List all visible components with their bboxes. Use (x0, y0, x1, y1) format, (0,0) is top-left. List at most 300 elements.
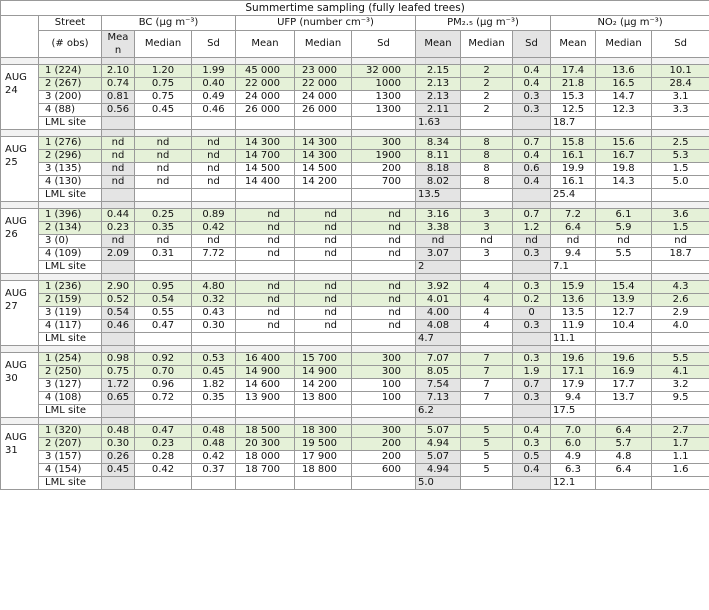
value-cell: 3.92 (416, 281, 461, 294)
value-cell: 14 900 (236, 366, 295, 379)
value-cell: 3.2 (652, 379, 709, 392)
value-cell: 14 300 (295, 137, 352, 150)
value-cell: 0.4 (513, 65, 551, 78)
spacer-cell (295, 418, 352, 425)
spacer-cell (192, 274, 236, 281)
street-cell: 3 (200) (39, 91, 102, 104)
value-cell: 14 200 (295, 379, 352, 392)
value-cell: 10.4 (596, 320, 652, 333)
value-cell: 0.74 (102, 78, 135, 91)
date-cell (1, 425, 39, 490)
spacer-cell (652, 130, 709, 137)
value-cell: 0.96 (135, 379, 192, 392)
value-cell: 8.18 (416, 163, 461, 176)
lml-no2-value: 11.1 (551, 333, 596, 346)
value-cell: 13.6 (551, 294, 596, 307)
empty-cell (102, 477, 135, 490)
spacer-cell (461, 418, 513, 425)
spacer-cell (102, 418, 135, 425)
value-cell: 0.37 (192, 464, 236, 477)
value-cell: nd (102, 150, 135, 163)
value-cell: 0.3 (513, 248, 551, 261)
lml-site-row (1, 405, 709, 418)
value-cell: 24 000 (295, 91, 352, 104)
lml-site-row (1, 333, 709, 346)
street-cell: 3 (127) (39, 379, 102, 392)
spacer-cell (39, 274, 102, 281)
spacer-cell (513, 346, 551, 353)
spacer-cell (652, 202, 709, 209)
spacer-cell (135, 274, 192, 281)
value-cell: 300 (352, 353, 416, 366)
value-cell: 1900 (352, 150, 416, 163)
empty-cell (352, 261, 416, 274)
value-cell: 3 (461, 209, 513, 222)
empty-cell (135, 477, 192, 490)
spacer-cell (236, 274, 295, 281)
value-cell: 0.43 (192, 307, 236, 320)
value-cell: nd (135, 163, 192, 176)
value-cell: 0.46 (102, 320, 135, 333)
empty-cell (461, 333, 513, 346)
street-header: Street (39, 16, 102, 31)
table-row (1, 163, 709, 176)
value-cell: 16 400 (236, 353, 295, 366)
pm25-mean-header: Mean (416, 31, 461, 58)
value-cell: nd (596, 235, 652, 248)
street-cell: 2 (250) (39, 366, 102, 379)
value-cell: 15.9 (551, 281, 596, 294)
date-day: 25 (5, 157, 18, 168)
value-cell: nd (236, 294, 295, 307)
table-row (1, 451, 709, 464)
value-cell: 0.56 (102, 104, 135, 117)
date-day: 30 (5, 373, 18, 384)
date-cell (1, 353, 39, 418)
value-cell: 0.4 (513, 425, 551, 438)
value-cell: 18.7 (652, 248, 709, 261)
value-cell: 0.3 (513, 353, 551, 366)
value-cell: 10.1 (652, 65, 709, 78)
street-cell: 4 (108) (39, 392, 102, 405)
value-cell: 8.11 (416, 150, 461, 163)
ufp-header: UFP (number cm⁻³) (236, 16, 416, 31)
value-cell: nd (513, 235, 551, 248)
corner-cell (1, 16, 39, 58)
value-cell: 19.8 (596, 163, 652, 176)
value-cell: 3.1 (652, 91, 709, 104)
bc-median-header: Median (135, 31, 192, 58)
empty-cell (102, 333, 135, 346)
lml-site-label: LML site (39, 405, 102, 418)
value-cell: 0.98 (102, 353, 135, 366)
value-cell: 0.7 (513, 137, 551, 150)
spacer-cell (1, 58, 39, 65)
empty-cell (192, 477, 236, 490)
value-cell: 8.34 (416, 137, 461, 150)
bc-header: BC (µg m⁻³) (102, 16, 236, 31)
value-cell: 100 (352, 379, 416, 392)
empty-cell (652, 477, 709, 490)
value-cell: 19 500 (295, 438, 352, 451)
value-cell: 0.75 (135, 91, 192, 104)
value-cell: 3.3 (652, 104, 709, 117)
value-cell: 0.35 (192, 392, 236, 405)
spacer-cell (236, 130, 295, 137)
empty-cell (461, 117, 513, 130)
table-title: Summertime sampling (fully leafed trees) (1, 1, 709, 16)
spacer-cell (596, 202, 652, 209)
street-cell: 1 (320) (39, 425, 102, 438)
spacer-cell (39, 346, 102, 353)
value-cell: 1000 (352, 78, 416, 91)
lml-site-label: LML site (39, 333, 102, 346)
lml-site-row (1, 117, 709, 130)
lml-pm25-value: 6.2 (416, 405, 461, 418)
date-day: 26 (5, 229, 18, 240)
value-cell: nd (551, 235, 596, 248)
spacer-cell (135, 130, 192, 137)
date-month: AUG (5, 72, 27, 83)
value-cell: 16.1 (551, 176, 596, 189)
value-cell: 17.4 (551, 65, 596, 78)
value-cell: 5 (461, 425, 513, 438)
value-cell: nd (352, 320, 416, 333)
empty-cell (102, 261, 135, 274)
value-cell: 7 (461, 379, 513, 392)
no2-median-header: Median (596, 31, 652, 58)
value-cell: 0.4 (513, 176, 551, 189)
table-row (1, 353, 709, 366)
value-cell: 15.6 (596, 137, 652, 150)
value-cell: 6.3 (551, 464, 596, 477)
value-cell: 14 900 (295, 366, 352, 379)
spacer-cell (39, 202, 102, 209)
spacer-cell (352, 346, 416, 353)
value-cell: 7.54 (416, 379, 461, 392)
value-cell: 0.3 (513, 392, 551, 405)
value-cell: 16.1 (551, 150, 596, 163)
value-cell: 0.3 (513, 91, 551, 104)
spacer-cell (1, 130, 39, 137)
value-cell: 7.07 (416, 353, 461, 366)
no2-header: NO₂ (µg m⁻³) (551, 16, 709, 31)
street-cell: 2 (134) (39, 222, 102, 235)
date-day: 27 (5, 301, 18, 312)
value-cell: 1.9 (513, 366, 551, 379)
obs-header: (# obs) (39, 31, 102, 58)
spacer-cell (192, 418, 236, 425)
ufp-median-header: Median (295, 31, 352, 58)
value-cell: 2.13 (416, 78, 461, 91)
value-cell: 2.5 (652, 137, 709, 150)
spacer-cell (596, 58, 652, 65)
lml-no2-value: 17.5 (551, 405, 596, 418)
value-cell: 0.3 (513, 104, 551, 117)
table-row (1, 320, 709, 333)
empty-cell (192, 333, 236, 346)
empty-cell (461, 189, 513, 202)
value-cell: 0.2 (513, 294, 551, 307)
value-cell: 0 (513, 307, 551, 320)
value-cell: 4.08 (416, 320, 461, 333)
value-cell: 6.0 (551, 438, 596, 451)
value-cell: nd (352, 281, 416, 294)
value-cell: nd (352, 209, 416, 222)
empty-cell (596, 261, 652, 274)
value-cell: 4.1 (652, 366, 709, 379)
street-cell: 1 (236) (39, 281, 102, 294)
value-cell: nd (352, 307, 416, 320)
street-cell: 2 (159) (39, 294, 102, 307)
value-cell: 300 (352, 137, 416, 150)
spacer-cell (461, 202, 513, 209)
value-cell: 0.95 (135, 281, 192, 294)
street-cell: 3 (157) (39, 451, 102, 464)
value-cell: 8 (461, 163, 513, 176)
value-cell: 8 (461, 150, 513, 163)
table-row (1, 438, 709, 451)
empty-cell (192, 405, 236, 418)
table-row (1, 248, 709, 261)
lml-site-label: LML site (39, 189, 102, 202)
value-cell: 12.5 (551, 104, 596, 117)
value-cell: 5.3 (652, 150, 709, 163)
spacer-cell (551, 202, 596, 209)
spacer-cell (192, 346, 236, 353)
table-row (1, 104, 709, 117)
value-cell: 0.89 (192, 209, 236, 222)
empty-cell (236, 117, 295, 130)
empty-cell (352, 477, 416, 490)
empty-cell (102, 189, 135, 202)
value-cell: 100 (352, 392, 416, 405)
value-cell: 0.7 (513, 209, 551, 222)
value-cell: nd (102, 176, 135, 189)
value-cell: nd (236, 222, 295, 235)
value-cell: 18 800 (295, 464, 352, 477)
value-cell: 26 000 (295, 104, 352, 117)
value-cell: 18 700 (236, 464, 295, 477)
spacer-cell (652, 274, 709, 281)
value-cell: nd (135, 235, 192, 248)
empty-cell (513, 477, 551, 490)
value-cell: 0.28 (135, 451, 192, 464)
value-cell: nd (236, 248, 295, 261)
value-cell: 7.2 (551, 209, 596, 222)
lml-no2-value: 25.4 (551, 189, 596, 202)
value-cell: 5.7 (596, 438, 652, 451)
value-cell: 5 (461, 464, 513, 477)
value-cell: 13.5 (551, 307, 596, 320)
street-cell: 2 (207) (39, 438, 102, 451)
value-cell: nd (236, 281, 295, 294)
empty-cell (352, 333, 416, 346)
value-cell: 0.75 (135, 78, 192, 91)
value-cell: nd (352, 235, 416, 248)
spacer-cell (352, 418, 416, 425)
no2-sd-header: Sd (652, 31, 709, 58)
value-cell: 19.6 (551, 353, 596, 366)
value-cell: 9.4 (551, 248, 596, 261)
empty-cell (596, 117, 652, 130)
empty-cell (295, 189, 352, 202)
value-cell: 7 (461, 353, 513, 366)
value-cell: 14 700 (236, 150, 295, 163)
value-cell: nd (295, 281, 352, 294)
value-cell: 0.6 (513, 163, 551, 176)
value-cell: nd (236, 320, 295, 333)
value-cell: 15 700 (295, 353, 352, 366)
value-cell: 0.47 (135, 320, 192, 333)
value-cell: nd (295, 294, 352, 307)
value-cell: 0.26 (102, 451, 135, 464)
spacer-cell (513, 130, 551, 137)
spacer-cell (295, 130, 352, 137)
value-cell: 26 000 (236, 104, 295, 117)
spacer-cell (551, 274, 596, 281)
spacer-cell (135, 202, 192, 209)
value-cell: 1.5 (652, 222, 709, 235)
spacer-cell (1, 274, 39, 281)
value-cell: 5.0 (652, 176, 709, 189)
value-cell: 0.52 (102, 294, 135, 307)
spacer-cell (596, 274, 652, 281)
value-cell: 0.65 (102, 392, 135, 405)
value-cell: 13.7 (596, 392, 652, 405)
empty-cell (192, 261, 236, 274)
value-cell: 2.6 (652, 294, 709, 307)
value-cell: 4.0 (652, 320, 709, 333)
value-cell: nd (295, 320, 352, 333)
value-cell: 16.7 (596, 150, 652, 163)
table-row (1, 65, 709, 78)
value-cell: 22 000 (295, 78, 352, 91)
value-cell: 0.42 (192, 222, 236, 235)
lml-no2-value: 18.7 (551, 117, 596, 130)
value-cell: nd (352, 294, 416, 307)
spacer-row (1, 130, 709, 137)
value-cell: 2 (461, 104, 513, 117)
spacer-cell (1, 202, 39, 209)
street-cell: 3 (119) (39, 307, 102, 320)
value-cell: 4.94 (416, 438, 461, 451)
empty-cell (295, 477, 352, 490)
table-row (1, 209, 709, 222)
street-cell: 4 (154) (39, 464, 102, 477)
spacer-cell (295, 58, 352, 65)
table-row (1, 150, 709, 163)
empty-cell (295, 117, 352, 130)
spacer-row (1, 58, 709, 65)
spacer-cell (416, 346, 461, 353)
lml-site-row (1, 189, 709, 202)
spacer-cell (135, 58, 192, 65)
street-cell: 4 (109) (39, 248, 102, 261)
spacer-cell (135, 346, 192, 353)
value-cell: 8.02 (416, 176, 461, 189)
spacer-cell (461, 346, 513, 353)
value-cell: 0.47 (135, 425, 192, 438)
lml-site-row (1, 477, 709, 490)
value-cell: 14.3 (596, 176, 652, 189)
value-cell: 0.23 (135, 438, 192, 451)
street-cell: 3 (0) (39, 235, 102, 248)
value-cell: 7.0 (551, 425, 596, 438)
empty-cell (295, 261, 352, 274)
value-cell: 17.9 (551, 379, 596, 392)
empty-cell (513, 261, 551, 274)
value-cell: nd (295, 248, 352, 261)
empty-cell (596, 477, 652, 490)
value-cell: nd (416, 235, 461, 248)
empty-cell (102, 117, 135, 130)
spacer-cell (416, 418, 461, 425)
table-row (1, 307, 709, 320)
value-cell: 12.3 (596, 104, 652, 117)
spacer-cell (551, 346, 596, 353)
spacer-cell (352, 202, 416, 209)
value-cell: 0.4 (513, 78, 551, 91)
value-cell: 2 (461, 91, 513, 104)
spacer-row (1, 202, 709, 209)
value-cell: 4.01 (416, 294, 461, 307)
spacer-cell (102, 274, 135, 281)
table-row (1, 464, 709, 477)
value-cell: nd (135, 150, 192, 163)
spacer-cell (596, 130, 652, 137)
value-cell: 15.8 (551, 137, 596, 150)
value-cell: 1.99 (192, 65, 236, 78)
date-month: AUG (5, 288, 27, 299)
spacer-cell (39, 130, 102, 137)
spacer-cell (513, 58, 551, 65)
date-day: 31 (5, 445, 18, 456)
value-cell: 700 (352, 176, 416, 189)
empty-cell (352, 189, 416, 202)
value-cell: nd (236, 209, 295, 222)
spacer-cell (192, 130, 236, 137)
lml-no2-value: 12.1 (551, 477, 596, 490)
value-cell: nd (192, 163, 236, 176)
street-cell: 1 (254) (39, 353, 102, 366)
value-cell: 5 (461, 438, 513, 451)
table-row (1, 281, 709, 294)
value-cell: 0.40 (192, 78, 236, 91)
value-cell: 18 000 (236, 451, 295, 464)
value-cell: 1.7 (652, 438, 709, 451)
value-cell: 4.80 (192, 281, 236, 294)
spacer-cell (102, 346, 135, 353)
value-cell: 2.90 (102, 281, 135, 294)
value-cell: 1.5 (652, 163, 709, 176)
value-cell: 0.54 (102, 307, 135, 320)
value-cell: 5 (461, 451, 513, 464)
value-cell: 13.6 (596, 65, 652, 78)
value-cell: 4.00 (416, 307, 461, 320)
spacer-cell (652, 346, 709, 353)
value-cell: 0.4 (513, 150, 551, 163)
value-cell: 1.82 (192, 379, 236, 392)
spacer-cell (652, 58, 709, 65)
value-cell: 22 000 (236, 78, 295, 91)
empty-cell (295, 405, 352, 418)
spacer-cell (1, 418, 39, 425)
value-cell: 0.3 (513, 281, 551, 294)
street-cell: 4 (88) (39, 104, 102, 117)
lml-site-row (1, 261, 709, 274)
empty-cell (461, 261, 513, 274)
